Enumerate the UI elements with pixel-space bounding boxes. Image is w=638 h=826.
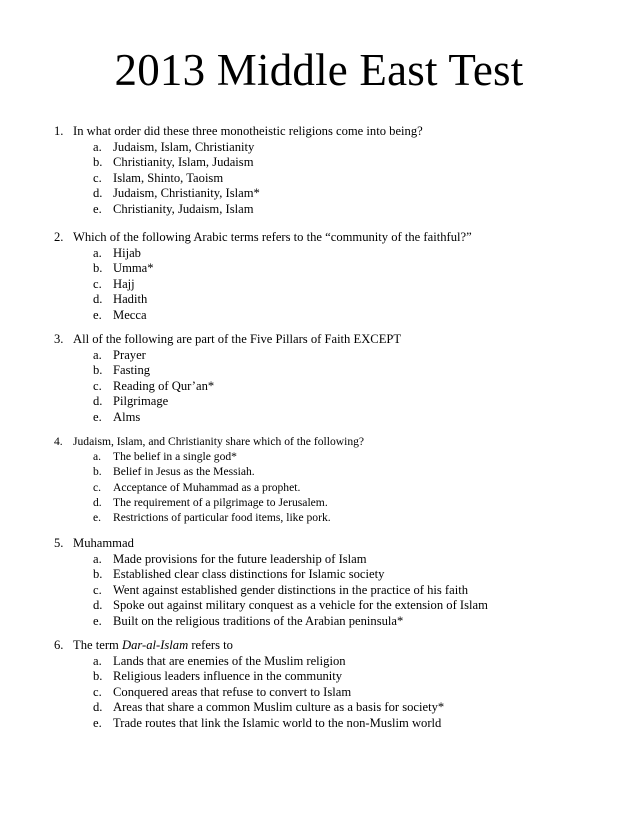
question-2 — [54, 230, 614, 324]
option-letter: b. — [93, 465, 102, 479]
answer-options — [54, 449, 614, 525]
answer-option — [54, 171, 614, 187]
option-letter: c. — [93, 170, 102, 185]
option-letter: a. — [93, 450, 102, 464]
answer-option — [54, 140, 614, 156]
question-text: Judaism, Islam, and Christianity share which of the following? — [73, 435, 365, 448]
answer-option — [54, 552, 614, 568]
question-text: Muhammad — [73, 536, 134, 550]
question-stem — [54, 332, 614, 348]
option-text: Religious leaders influence in the community — [113, 669, 343, 684]
option-text: Built on the religious traditions of the Arabian peninsula* — [113, 613, 404, 628]
option-text: Judaism, Islam, Christianity — [113, 139, 255, 154]
option-letter: a. — [93, 245, 102, 260]
option-text: Christianity, Islam, Judaism — [113, 155, 254, 170]
answer-option — [54, 614, 614, 630]
option-text: The requirement of a pilgrimage to Jerusalem. — [113, 495, 328, 509]
option-text: Islam, Shinto, Taoism — [113, 170, 224, 185]
option-text: Restrictions of particular food items, like pork. — [113, 511, 331, 525]
answer-option — [54, 567, 614, 583]
answer-option — [54, 379, 614, 395]
option-text: Pilgrimage — [113, 394, 169, 409]
option-text: Hajj — [113, 276, 135, 291]
option-letter: b. — [93, 669, 103, 684]
question-number: 4. — [54, 435, 63, 448]
question-1 — [54, 124, 614, 218]
option-letter: d. — [93, 700, 103, 715]
option-letter: b. — [93, 363, 103, 378]
answer-option — [54, 308, 614, 324]
option-text: Judaism, Christianity, Islam* — [113, 186, 260, 201]
option-letter: c. — [93, 480, 102, 494]
question-6 — [54, 638, 614, 732]
option-letter: e. — [93, 613, 102, 628]
option-letter: b. — [93, 567, 103, 582]
answer-option — [54, 716, 614, 732]
question-number: 3. — [54, 332, 64, 346]
answer-option — [54, 495, 614, 510]
question-text: Which of the following Arabic terms refers to the “community of the faithful?” — [73, 230, 472, 244]
question-text: The term — [73, 638, 122, 652]
answer-options — [54, 552, 614, 630]
option-letter: e. — [93, 201, 102, 216]
answer-option — [54, 510, 614, 525]
option-text: Went against established gender distinctions in the practice of his faith — [113, 582, 469, 597]
question-stem — [54, 124, 614, 140]
option-text: Fasting — [113, 363, 151, 378]
question-term: Dar-al-Islam — [121, 638, 189, 652]
option-text: The belief in a single god* — [113, 450, 237, 464]
option-letter: b. — [93, 155, 103, 170]
option-text: Spoke out against military conquest as a vehicle for the extension of Islam — [113, 598, 488, 613]
answer-options — [54, 246, 614, 324]
option-letter: a. — [93, 653, 102, 668]
answer-option — [54, 202, 614, 218]
option-letter: e. — [93, 409, 102, 424]
answer-option — [54, 348, 614, 364]
answer-option — [54, 261, 614, 277]
question-3 — [54, 332, 614, 426]
option-letter: c. — [93, 276, 102, 291]
option-text: Acceptance of Muhammad as a prophet. — [113, 480, 301, 494]
option-letter: e. — [93, 715, 102, 730]
question-stem — [54, 638, 614, 654]
answer-option — [54, 598, 614, 614]
answer-option — [54, 410, 614, 426]
option-letter: b. — [93, 261, 103, 276]
option-letter: c. — [93, 378, 102, 393]
answer-options — [54, 348, 614, 426]
answer-option — [54, 277, 614, 293]
option-text: Alms — [113, 409, 141, 424]
option-text: Made provisions for the future leadership of Islam — [113, 551, 367, 566]
option-text: Conquered areas that refuse to convert to Islam — [113, 684, 352, 699]
answer-option — [54, 685, 614, 701]
answer-option — [54, 654, 614, 670]
question-number: 5. — [54, 536, 64, 550]
option-text: Hijab — [113, 245, 141, 260]
option-letter: c. — [93, 684, 102, 699]
question-stem — [54, 230, 614, 246]
answer-option — [54, 700, 614, 716]
option-letter: d. — [93, 292, 103, 307]
question-5 — [54, 536, 614, 630]
option-text: Reading of Qur’an* — [113, 378, 215, 393]
option-letter: d. — [93, 495, 102, 509]
page-title: 2013 Middle East Test — [114, 45, 524, 95]
answer-option — [54, 246, 614, 262]
option-letter: d. — [93, 394, 103, 409]
option-text: Umma* — [113, 261, 154, 276]
answer-option — [54, 480, 614, 495]
answer-options — [54, 654, 614, 732]
question-stem — [54, 536, 614, 552]
option-text: Lands that are enemies of the Muslim religion — [113, 653, 346, 668]
option-text: Areas that share a common Muslim culture as a basis for society* — [113, 700, 445, 715]
option-text: Trade routes that link the Islamic world to the non-Muslim world — [113, 715, 442, 730]
question-4 — [54, 434, 614, 525]
option-text: Prayer — [113, 347, 146, 362]
option-text: Belief in Jesus as the Messiah. — [113, 465, 255, 479]
answer-option — [54, 363, 614, 379]
option-letter: d. — [93, 186, 103, 201]
question-stem — [54, 434, 614, 449]
answer-option — [54, 464, 614, 479]
option-text: Established clear class distinctions for Islamic society — [113, 567, 385, 582]
answer-option — [54, 449, 614, 464]
question-number: 1. — [54, 124, 64, 138]
answer-options — [54, 140, 614, 218]
option-letter: c. — [93, 582, 102, 597]
question-text: In what order did these three monotheistic religions come into being? — [73, 124, 423, 138]
option-letter: e. — [93, 307, 102, 322]
question-text: All of the following are part of the Five Pillars of Faith EXCEPT — [73, 332, 402, 346]
answer-option — [54, 394, 614, 410]
option-text: Christianity, Judaism, Islam — [113, 201, 254, 216]
answer-option — [54, 583, 614, 599]
question-number: 6. — [54, 638, 64, 652]
option-letter: d. — [93, 598, 103, 613]
option-letter: a. — [93, 139, 102, 154]
option-text: Hadith — [113, 292, 148, 307]
answer-option — [54, 292, 614, 308]
option-letter: a. — [93, 551, 102, 566]
answer-option — [54, 669, 614, 685]
answer-option — [54, 186, 614, 202]
question-number: 2. — [54, 230, 64, 244]
option-letter: a. — [93, 347, 102, 362]
question-text-suffix: refers to — [188, 638, 233, 652]
option-letter: e. — [93, 511, 102, 525]
option-text: Mecca — [113, 307, 147, 322]
answer-option — [54, 155, 614, 171]
